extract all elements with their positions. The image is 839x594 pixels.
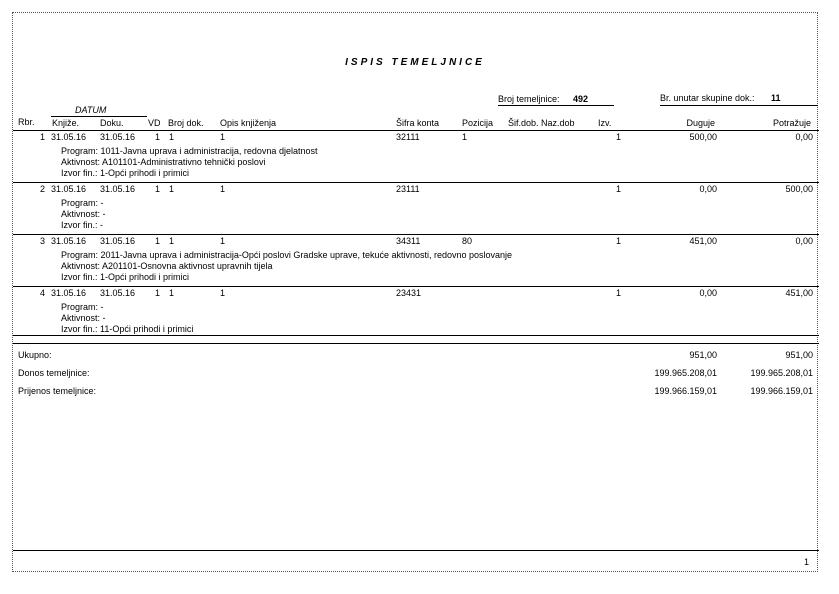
- cell-duguje: 451,00: [689, 236, 717, 246]
- entry-izvor: Izvor fin.: 11-Opći prihodi i primici: [61, 324, 194, 334]
- cell-broj-dok: 1: [169, 288, 175, 298]
- col-sifra-konta: Šifra konta: [396, 118, 440, 128]
- entry-izvor: Izvor fin.: -: [61, 220, 104, 230]
- cell-vd: 1: [155, 184, 161, 194]
- page-number: 1: [803, 557, 809, 567]
- cell-duguje: 0,00: [699, 288, 717, 298]
- broj-underline: [498, 105, 614, 106]
- prijenos-duguje: 199.966.159,01: [654, 386, 717, 396]
- broj-temeljnice-label: Broj temeljnice:: [498, 94, 560, 104]
- col-doku: Doku.: [100, 118, 124, 128]
- cell-pozicija: 1: [462, 132, 468, 142]
- col-rbr: Rbr.: [18, 117, 35, 127]
- cell-opis: 1: [220, 288, 226, 298]
- report-page: [12, 12, 818, 572]
- entry-aktivnost: Aktivnost: -: [61, 313, 106, 323]
- br-unutar-underline: [660, 105, 818, 106]
- row-divider: [13, 182, 819, 183]
- cell-sifra-konta: 23431: [396, 288, 422, 298]
- table-end-rule: [13, 335, 819, 336]
- prijenos-potrazuje: 199.966.159,01: [750, 386, 813, 396]
- entry-izvor: Izvor fin.: 1-Opći prihodi i primici: [61, 168, 190, 178]
- cell-doku: 31.05.16: [100, 288, 136, 298]
- col-opis: Opis knjiženja: [220, 118, 277, 128]
- cell-sifra-konta: 32111: [396, 132, 420, 142]
- cell-sifra-konta: 23111: [396, 184, 420, 194]
- datum-group-header: DATUM: [75, 105, 107, 115]
- col-knjize: Knjiže.: [52, 118, 80, 128]
- donos-potrazuje: 199.965.208,01: [750, 368, 813, 378]
- cell-duguje: 0,00: [699, 184, 717, 194]
- col-duguje: Duguje: [686, 118, 715, 128]
- cell-broj-dok: 1: [169, 184, 175, 194]
- table-row: [13, 132, 819, 184]
- entry-program: Program: -: [61, 302, 104, 312]
- totals-rule: [13, 343, 819, 344]
- donos-label: Donos temeljnice:: [18, 368, 90, 378]
- cell-broj-dok: 1: [169, 236, 175, 246]
- br-unutar-label: Br. unutar skupine dok.:: [660, 93, 755, 103]
- cell-rbr: 3: [39, 236, 45, 246]
- table-row: [13, 288, 819, 340]
- ukupno-label: Ukupno:: [18, 350, 52, 360]
- cell-opis: 1: [220, 184, 226, 194]
- col-izv: Izv.: [598, 118, 612, 128]
- cell-knjize: 31.05.16: [51, 184, 87, 194]
- cell-opis: 1: [220, 236, 226, 246]
- cell-doku: 31.05.16: [100, 236, 136, 246]
- entry-program: Program: 1011-Javna uprava i administracija, redovna djelatnost: [61, 146, 318, 156]
- col-potrazuje: Potražuje: [772, 118, 811, 128]
- cell-rbr: 4: [39, 288, 45, 298]
- cell-doku: 31.05.16: [100, 132, 136, 142]
- cell-vd: 1: [155, 236, 161, 246]
- ukupno-duguje: 951,00: [689, 350, 717, 360]
- br-unutar-value: 11: [771, 93, 781, 103]
- cell-izv: 1: [615, 132, 621, 142]
- footer-rule: [13, 550, 819, 551]
- cell-rbr: 1: [39, 132, 45, 142]
- entry-program: Program: -: [61, 198, 104, 208]
- cell-izv: 1: [615, 236, 621, 246]
- col-vd: VD: [148, 118, 161, 128]
- entry-aktivnost: Aktivnost: -: [61, 209, 106, 219]
- table-row: [13, 184, 819, 236]
- cell-pozicija: 80: [462, 236, 473, 246]
- cell-izv: 1: [615, 184, 621, 194]
- cell-izv: 1: [615, 288, 621, 298]
- table-row: [13, 236, 819, 288]
- cell-vd: 1: [155, 288, 161, 298]
- cell-duguje: 500,00: [689, 132, 717, 142]
- cell-potrazuje: 0,00: [795, 132, 813, 142]
- cell-broj-dok: 1: [169, 132, 175, 142]
- broj-temeljnice-value: 492: [573, 94, 589, 104]
- entry-izvor: Izvor fin.: 1-Opći prihodi i primici: [61, 272, 190, 282]
- cell-doku: 31.05.16: [100, 184, 136, 194]
- col-broj-dok: Broj dok.: [168, 118, 204, 128]
- donos-duguje: 199.965.208,01: [654, 368, 717, 378]
- ukupno-potrazuje: 951,00: [785, 350, 813, 360]
- datum-underline: [51, 116, 147, 117]
- row-divider: [13, 234, 819, 235]
- cell-potrazuje: 0,00: [795, 236, 813, 246]
- row-divider: [13, 286, 819, 287]
- report-title: ISPIS TEMELJNICE: [345, 57, 485, 68]
- cell-rbr: 2: [39, 184, 45, 194]
- header-rule: [13, 130, 819, 131]
- cell-potrazuje: 500,00: [785, 184, 813, 194]
- cell-knjize: 31.05.16: [51, 288, 87, 298]
- entry-program: Program: 2011-Javna uprava i administracija-Opći poslovi Gradske uprave, tekuće aktivnosti, redovno poslovanje: [61, 250, 513, 260]
- cell-opis: 1: [220, 132, 226, 142]
- cell-knjize: 31.05.16: [51, 132, 87, 142]
- col-pozicija: Pozicija: [462, 118, 494, 128]
- cell-potrazuje: 451,00: [785, 288, 813, 298]
- cell-knjize: 31.05.16: [51, 236, 87, 246]
- prijenos-label: Prijenos temeljnice:: [18, 386, 97, 396]
- col-sif-dob: Šif.dob. Naz.dob: [508, 118, 575, 128]
- entry-aktivnost: Aktivnost: A201101-Osnovna aktivnost upravnih tijela: [61, 261, 273, 271]
- entry-aktivnost: Aktivnost: A101101-Administrativno tehnički poslovi: [61, 157, 266, 167]
- cell-sifra-konta: 34311: [396, 236, 421, 246]
- cell-vd: 1: [155, 132, 161, 142]
